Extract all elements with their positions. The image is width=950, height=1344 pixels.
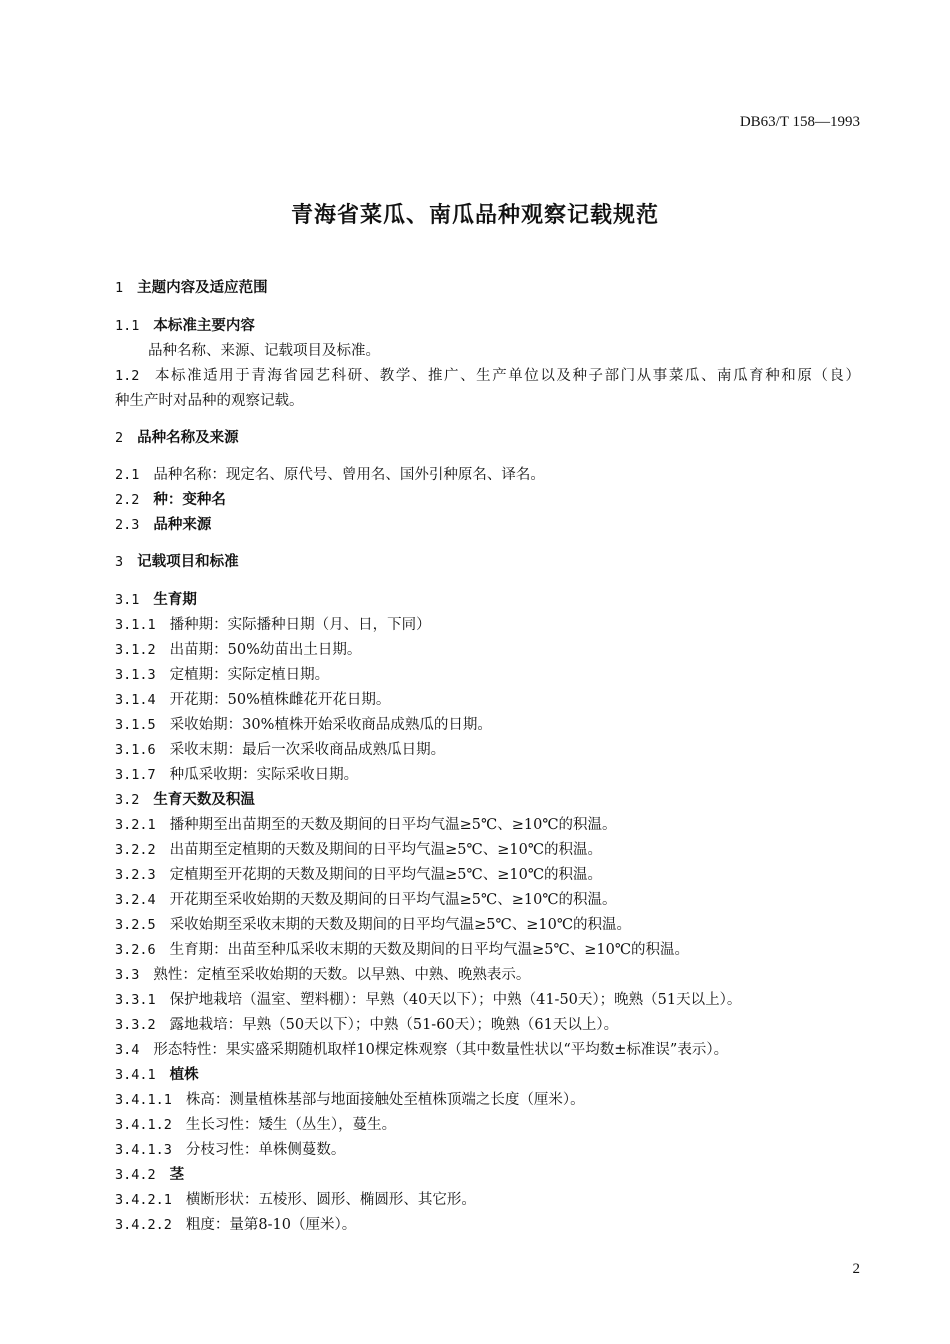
section-number: 3.3 (115, 967, 140, 983)
section-number: 3.4.1.3 (115, 1142, 172, 1158)
section-text: 种：变种名 (153, 492, 226, 508)
document-line (115, 1040, 860, 1060)
document-line (115, 1190, 860, 1210)
section-number: 3.1.4 (115, 692, 156, 708)
document-line (115, 428, 860, 448)
section-number: 3.4.1.2 (115, 1117, 172, 1133)
section-number: 3.4.2 (115, 1167, 156, 1183)
document-line (115, 590, 860, 610)
section-text: 生长习性：矮生（丛生），蔓生。 (185, 1117, 397, 1133)
document-line (115, 552, 860, 572)
section-number: 3.1.2 (115, 642, 156, 658)
section-text: 主题内容及适应范围 (137, 280, 268, 296)
document-line (115, 740, 860, 760)
document-line (115, 640, 860, 660)
section-number: 3.1.1 (115, 617, 156, 633)
section-text: 熟性：定植至采收始期的天数。以早熟、中熟、晚熟表示。 (153, 967, 531, 983)
section-number: 1 (115, 280, 124, 296)
document-line (148, 341, 893, 361)
section-number: 2.1 (115, 467, 140, 483)
section-number: 3.2.2 (115, 842, 156, 858)
section-text: 种瓜采收期：实际采收日期。 (169, 767, 359, 783)
section-text: 开花期：50%植株雌花开花日期。 (169, 692, 391, 708)
section-number: 3.3.1 (115, 992, 156, 1008)
section-number: 3.2.1 (115, 817, 156, 833)
document-line (115, 1090, 860, 1110)
document-line (115, 515, 860, 535)
document-code: DB63/T 158—1993 (739, 114, 860, 130)
section-text: 定植期至开花期的天数及期间的日平均气温≥5℃、≥10℃的积温。 (169, 867, 603, 883)
document-line (115, 278, 860, 298)
page-number: 2 (852, 1261, 860, 1277)
section-number: 3 (115, 554, 124, 570)
document-line (115, 1115, 860, 1135)
section-text: 株高：测量植株基部与地面接触处至植株顶端之长度（厘米）。 (185, 1092, 585, 1108)
section-text: 品种名称及来源 (137, 430, 239, 446)
section-number: 3.3.2 (115, 1017, 156, 1033)
section-text: 种生产时对品种的观察记载。 (115, 393, 304, 409)
document-line (115, 940, 860, 960)
section-text: 横断形状：五棱形、圆形、椭圆形、其它形。 (185, 1192, 476, 1208)
document-line (115, 490, 860, 510)
section-text: 定植期：实际定植日期。 (169, 667, 330, 683)
section-text: 粗度：量第8-10（厘米）。 (185, 1217, 357, 1233)
section-text: 茎 (169, 1167, 185, 1183)
section-text: 保护地栽培（温室、塑料棚）：早熟（40天以下）；中熟（41-50天）；晚熟（51天以上）。 (169, 992, 742, 1008)
document-line (115, 366, 860, 386)
document-line (115, 1015, 860, 1035)
document-line (115, 915, 860, 935)
section-number: 3.1.7 (115, 767, 156, 783)
document-line (115, 1165, 860, 1185)
section-text: 露地栽培：早熟（50天以下）；中熟（51-60天）；晚熟（61天以上）。 (169, 1017, 619, 1033)
section-text: 出苗期：50%幼苗出土日期。 (169, 642, 362, 658)
section-number: 3.1.6 (115, 742, 156, 758)
document-line (115, 465, 860, 485)
section-number: 3.4.2.1 (115, 1192, 172, 1208)
section-text: 采收始期至采收末期的天数及期间的日平均气温≥5℃、≥10℃的积温。 (169, 917, 632, 933)
section-text: 采收末期：最后一次采收商品成熟瓜日期。 (169, 742, 446, 758)
section-text: 开花期至采收始期的天数及期间的日平均气温≥5℃、≥10℃的积温。 (169, 892, 617, 908)
section-text: 生育期：出苗至种瓜采收末期的天数及期间的日平均气温≥5℃、≥10℃的积温。 (169, 942, 690, 958)
section-text: 生育期 (153, 592, 197, 608)
document-line (115, 1065, 860, 1085)
document-line (115, 990, 860, 1010)
document-line (115, 391, 860, 411)
section-number: 2.2 (115, 492, 140, 508)
document-line (115, 690, 860, 710)
section-text: 生育天数及积温 (153, 792, 255, 808)
page-title: 青海省菜瓜、南瓜品种观察记载规范 (290, 203, 659, 228)
section-number: 3.4.1 (115, 1067, 156, 1083)
section-text: 本标准主要内容 (153, 318, 255, 334)
section-number: 3.1.5 (115, 717, 156, 733)
section-number: 3.2.4 (115, 892, 156, 908)
document-line (115, 865, 860, 885)
section-text: 形态特性：果实盛采期随机取样10棵定株观察（其中数量性状以“平均数±标准误”表示）。 (153, 1042, 729, 1058)
section-number: 3.4.1.1 (115, 1092, 172, 1108)
section-number: 3.4.2.2 (115, 1217, 172, 1233)
section-number: 2 (115, 430, 124, 446)
section-text: 品种名称：现定名、原代号、曾用名、国外引种原名、译名。 (153, 467, 545, 483)
section-number: 3.2.6 (115, 942, 156, 958)
section-text: 分枝习性：单株侧蔓数。 (185, 1142, 346, 1158)
section-text: 播种期：实际播种日期（月、日，下同） (169, 617, 431, 633)
document-line (115, 840, 860, 860)
section-number: 3.1 (115, 592, 140, 608)
section-text: 播种期至出苗期至的天数及期间的日平均气温≥5℃、≥10℃的积温。 (169, 817, 617, 833)
document-line (115, 890, 860, 910)
document-line (115, 965, 860, 985)
document-line (115, 715, 860, 735)
section-text: 品种来源 (153, 517, 212, 533)
document-line (115, 1215, 860, 1235)
section-number: 2.3 (115, 517, 140, 533)
section-number: 3.4 (115, 1042, 140, 1058)
document-line (115, 815, 860, 835)
document-line (115, 1140, 860, 1160)
section-number: 3.2.5 (115, 917, 156, 933)
section-number: 3.1.3 (115, 667, 156, 683)
section-text: 出苗期至定植期的天数及期间的日平均气温≥5℃、≥10℃的积温。 (169, 842, 603, 858)
document-line (115, 316, 860, 336)
section-text: 采收始期：30%植株开始采收商品成熟瓜的日期。 (169, 717, 492, 733)
document-line (115, 790, 860, 810)
section-text: 品种名称、来源、记载项目及标准。 (148, 343, 380, 359)
document-line (115, 615, 860, 635)
document-line (115, 665, 860, 685)
section-number: 1.2 (115, 368, 140, 384)
section-number: 3.2.3 (115, 867, 156, 883)
section-text: 植株 (169, 1067, 199, 1083)
section-text: 本标准适用于青海省园艺科研、教学、推广、生产单位以及种子部门从事菜瓜、南瓜育种和原（良） (153, 368, 860, 384)
section-text: 记载项目和标准 (137, 554, 239, 570)
section-number: 3.2 (115, 792, 140, 808)
document-line (115, 765, 860, 785)
section-number: 1.1 (115, 318, 140, 334)
